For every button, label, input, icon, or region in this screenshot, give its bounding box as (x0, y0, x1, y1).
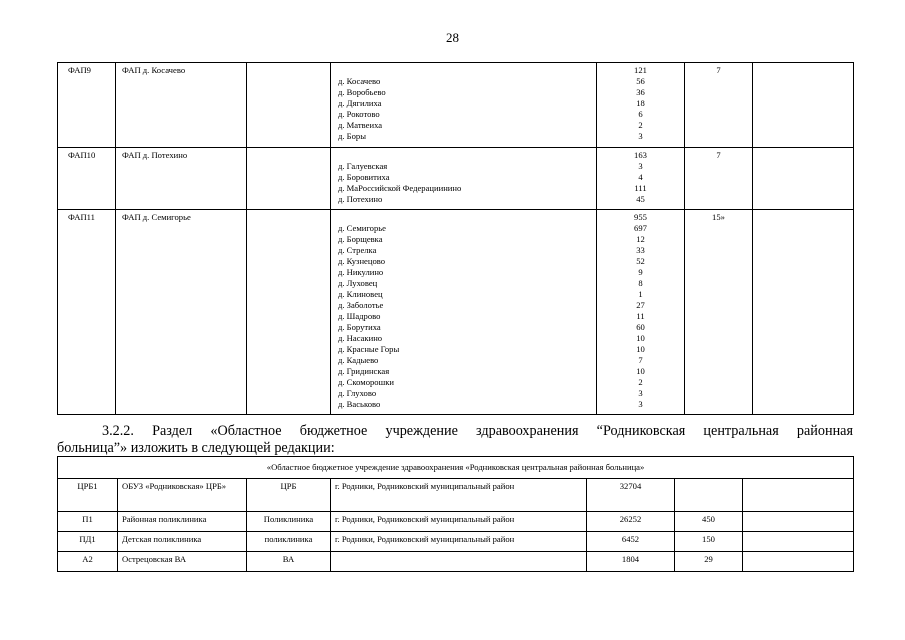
hospital-table (57, 456, 854, 572)
row-type: ВА (247, 552, 331, 572)
staff-count: 7 (685, 63, 753, 148)
row-type: поликлиника (247, 532, 331, 552)
village-list: д. Семигорье д. Борщевка д. Стрелка д. Кузнецово д. Никулино д. Луховец д. Клиновец д. Заболотье д. Шадрово д. Борутиха д. Насакино д. Красные Горы д. Кадыево д. Гридинская д. Скоморошки д. Глухово д. Васьково (331, 210, 597, 415)
empty-cell (753, 210, 854, 415)
table-header-row (58, 457, 854, 479)
table-row (58, 63, 854, 148)
section-paragraph (57, 423, 853, 457)
fap-table (57, 62, 854, 415)
row-staff: 29 (675, 552, 743, 572)
row-code: П1 (58, 512, 118, 532)
staff-count: 15» (685, 210, 753, 415)
table-row (58, 210, 854, 415)
table-header: «Областное бюджетное учреждение здравоохранения «Родниковская центральная районная больница» (58, 457, 854, 479)
table-row (58, 148, 854, 210)
empty-cell (743, 532, 854, 552)
empty-cell (247, 210, 331, 415)
table-row (58, 479, 854, 512)
village-list: д. Галуевская д. Боровитиха д. МаРоссийской Федерациинино д. Потехино (331, 148, 597, 210)
row-type: ЦРБ (247, 479, 331, 512)
table-row (58, 532, 854, 552)
paragraph-line-2: больница”» изложить в следующей редакции: (57, 440, 335, 456)
empty-cell (743, 552, 854, 572)
row-address: г. Родники, Родниковский муниципальный район (331, 479, 587, 512)
row-code: ФАП10 (58, 148, 116, 210)
row-staff: 150 (675, 532, 743, 552)
row-code: ЦРБ1 (58, 479, 118, 512)
village-list: д. Косачево д. Воробьево д. Дягилиха д. Рокотово д. Матвеиха д. Боры (331, 63, 597, 148)
row-name: Острецовская ВА (118, 552, 247, 572)
population-list: 121 56 36 18 6 2 3 (597, 63, 685, 148)
row-code: ФАП11 (58, 210, 116, 415)
row-address: г. Родники, Родниковский муниципальный район (331, 532, 587, 552)
page-number: 28 (446, 30, 459, 45)
row-population: 32704 (587, 479, 675, 512)
population-list: 163 3 4 111 45 (597, 148, 685, 210)
row-population: 1804 (587, 552, 675, 572)
row-name: Детская поликлиника (118, 532, 247, 552)
population-list: 955 697 12 33 52 9 8 1 27 11 60 10 10 7 10 2 3 3 (597, 210, 685, 415)
row-name: ОБУЗ «Родниковская» ЦРБ» (118, 479, 247, 512)
empty-cell (753, 148, 854, 210)
empty-cell (247, 148, 331, 210)
row-code: А2 (58, 552, 118, 572)
staff-count: 7 (685, 148, 753, 210)
row-staff: 450 (675, 512, 743, 532)
paragraph-line-1: 3.2.2. Раздел «Областное бюджетное учреждение здравоохранения “Родниковская центральная районная (102, 423, 853, 439)
row-population: 26252 (587, 512, 675, 532)
empty-cell (743, 479, 854, 512)
row-staff (675, 479, 743, 512)
empty-cell (743, 512, 854, 532)
row-address (331, 552, 587, 572)
empty-cell (753, 63, 854, 148)
row-address: г. Родники, Родниковский муниципальный район (331, 512, 587, 532)
row-name: Районная поликлиника (118, 512, 247, 532)
row-type: Поликлиника (247, 512, 331, 532)
row-code: ФАП9 (58, 63, 116, 148)
row-name: ФАП д. Семигорье (116, 210, 247, 415)
row-name: ФАП д. Косачево (116, 63, 247, 148)
table-row (58, 552, 854, 572)
row-code: ПД1 (58, 532, 118, 552)
empty-cell (247, 63, 331, 148)
row-population: 6452 (587, 532, 675, 552)
row-name: ФАП д. Потехино (116, 148, 247, 210)
table-row (58, 512, 854, 532)
